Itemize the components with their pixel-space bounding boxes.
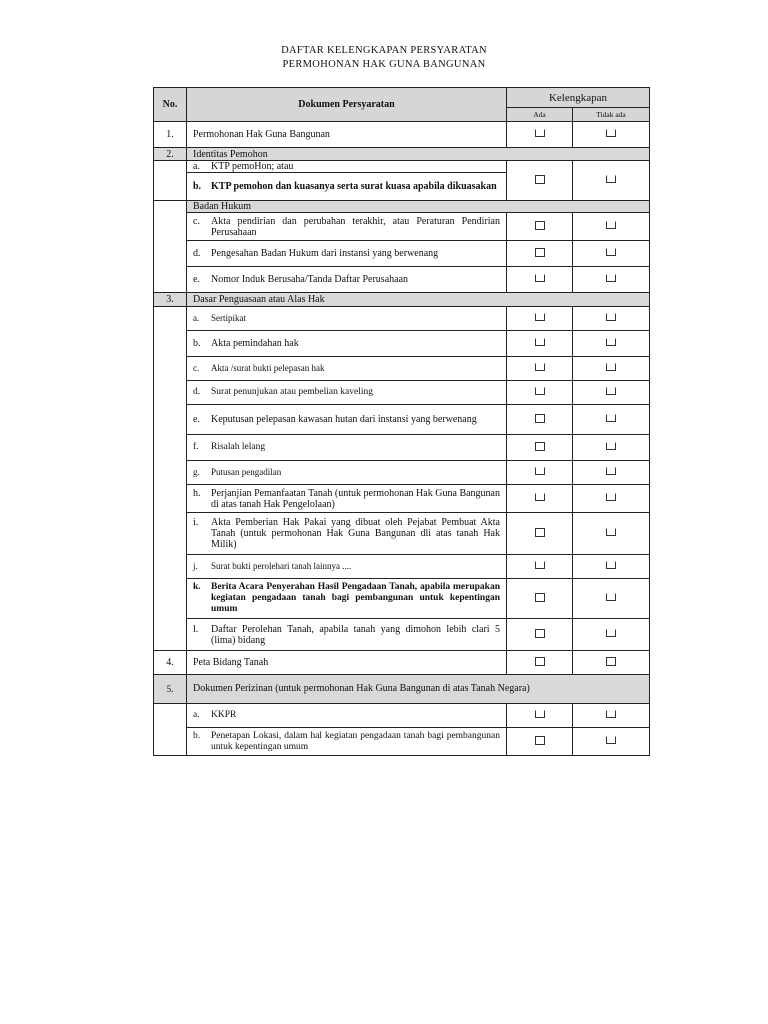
checkbox-tidak-ada[interactable] xyxy=(606,593,616,601)
table-row xyxy=(154,555,650,579)
table-row xyxy=(154,485,650,513)
header-document: Dokumen Persyaratan xyxy=(187,88,507,122)
checkbox-tidak-ada[interactable] xyxy=(606,467,616,475)
table-row xyxy=(154,381,650,405)
checkbox-tidak-ada[interactable] xyxy=(606,528,616,536)
section-subtitle: Badan Hukum xyxy=(187,201,650,213)
checkbox-tidak-ada[interactable] xyxy=(606,313,616,321)
item-letter: l. xyxy=(193,623,199,635)
item-text: Akta pemindahan hak xyxy=(211,338,299,349)
checkbox-ada[interactable] xyxy=(535,629,545,638)
checkbox-tidak-ada[interactable] xyxy=(606,363,616,371)
checkbox-tidak-ada[interactable] xyxy=(606,493,616,501)
table-row xyxy=(154,405,650,435)
table-row xyxy=(154,241,650,267)
checkbox-tidak-ada[interactable] xyxy=(606,710,616,718)
item-letter: b. xyxy=(193,730,201,741)
checkbox-ada[interactable] xyxy=(535,338,545,346)
table-row xyxy=(154,461,650,485)
checkbox-ada[interactable] xyxy=(535,129,545,137)
table-row xyxy=(154,704,650,728)
section-title: Dasar Penguasaan atau Alas Hak xyxy=(187,293,650,307)
item-text: Sertipikat xyxy=(211,313,246,323)
item-text: KKPR xyxy=(211,710,237,720)
item-letter: d. xyxy=(193,387,201,397)
checkbox-ada[interactable] xyxy=(535,313,545,321)
item-letter: a. xyxy=(193,313,200,323)
checkbox-tidak-ada[interactable] xyxy=(606,414,616,422)
checkbox-tidak-ada[interactable] xyxy=(606,561,616,569)
checkbox-ada[interactable] xyxy=(535,561,545,569)
item-letter: b. xyxy=(193,338,201,349)
row-number: 5. xyxy=(154,675,187,704)
item-text: Surat penunjukan atau pembelian kaveling xyxy=(211,387,373,397)
item-text: Penetapan Lokasi, dalam hal kegiatan pengadaan tanah bagi pembangunan untuk kepentingan umum xyxy=(211,730,500,752)
checkbox-ada[interactable] xyxy=(535,710,545,718)
document-title: DAFTAR KELENGKAPAN PERSYARATAN xyxy=(281,45,487,56)
item-text: Akta Pemberian Hak Pakai yang dibuat oleh Pejabat Pembuat Akta Tanah (untuk permohonan Hak Guna Bangunan dli atas tanah Hak Milik) xyxy=(211,517,500,550)
item-text: Daftar Perolehan Tanah, apabila tanah yang dimohon lebih clari 5 (lima) bidang xyxy=(211,623,500,646)
table-row xyxy=(154,307,650,331)
table-row xyxy=(154,728,650,756)
table-row xyxy=(154,357,650,381)
item-text: Putusan pengadilan xyxy=(211,467,282,477)
section-title: Identitas Pemohon xyxy=(187,148,650,161)
row-text: Peta Bidang Tanah xyxy=(187,651,507,675)
header-tidak-ada: Tidak ada xyxy=(573,108,650,122)
item-letter: j. xyxy=(193,561,198,571)
item-text: Perjanjian Pemanfaatan Tanah (untuk permohonan Hak Guna Bangunan di atas tanah Hak Pengelolaan) xyxy=(211,487,500,510)
row-number: 4. xyxy=(154,651,187,675)
table-row xyxy=(154,122,650,148)
table-row xyxy=(154,513,650,555)
item-letter: f. xyxy=(193,442,199,452)
checkbox-ada[interactable] xyxy=(535,363,545,371)
row-text: Permohonan Hak Guna Bangunan xyxy=(187,122,507,148)
checkbox-tidak-ada[interactable] xyxy=(606,129,616,137)
checkbox-ada[interactable] xyxy=(535,528,545,537)
row-number: 3. xyxy=(154,293,187,307)
table-row xyxy=(154,331,650,357)
table-row xyxy=(154,619,650,651)
item-letter: k. xyxy=(193,582,201,592)
item-text: Surat bukti perolehari tanah lainnya .... xyxy=(211,561,352,571)
checkbox-tidak-ada[interactable] xyxy=(606,736,616,744)
header-ada: Ada xyxy=(507,108,573,122)
table-row xyxy=(154,213,650,241)
item-letter: c. xyxy=(193,363,200,373)
item-letter: a. xyxy=(193,710,200,720)
header-no: No. xyxy=(154,88,187,122)
item-text: Pengesahan Badan Hukum dari instansi yang berwenang xyxy=(211,248,439,259)
checkbox-ada[interactable] xyxy=(535,493,545,501)
table-row xyxy=(154,161,650,173)
item-letter: a. xyxy=(193,161,200,172)
checkbox-tidak-ada[interactable] xyxy=(606,387,616,395)
row-number: 2. xyxy=(154,148,187,161)
checkbox-tidak-ada[interactable] xyxy=(606,221,616,229)
table-row xyxy=(154,267,650,293)
item-letter: g. xyxy=(193,467,200,477)
checkbox-ada[interactable] xyxy=(535,175,545,184)
row-number: 1. xyxy=(154,122,187,148)
item-letter: c. xyxy=(193,215,200,227)
checkbox-tidak-ada[interactable] xyxy=(606,248,616,256)
table-row xyxy=(154,651,650,675)
checkbox-tidak-ada[interactable] xyxy=(606,657,616,666)
item-letter: i. xyxy=(193,517,199,528)
checkbox-ada[interactable] xyxy=(535,414,545,423)
item-letter: h. xyxy=(193,487,201,499)
item-text: Risalah lelang xyxy=(211,442,266,452)
item-text: Akta /surat bukti pelepasan hak xyxy=(211,363,325,373)
checkbox-ada[interactable] xyxy=(535,593,545,602)
checkbox-tidak-ada[interactable] xyxy=(606,274,616,282)
section-row xyxy=(154,293,650,307)
checkbox-ada[interactable] xyxy=(535,248,545,257)
checkbox-ada[interactable] xyxy=(535,736,545,745)
section-row xyxy=(154,148,650,161)
item-letter: b. xyxy=(193,181,202,192)
checkbox-ada[interactable] xyxy=(535,387,545,395)
checkbox-ada[interactable] xyxy=(535,442,545,451)
item-text: Berita Acara Penyerahan Hasil Pengadaan Tanah, apabila merupakan kegiatan pengadaan tanah bagi pembangunan untuk kepentingan umum xyxy=(211,582,500,614)
item-text: KTP pemohon dan kuasanya serta surat kuasa apabila dikuasakan xyxy=(211,181,497,192)
requirements-table xyxy=(153,87,650,756)
checkbox-tidak-ada[interactable] xyxy=(606,629,616,637)
item-text: Akta pendirian dan perubahan terakhir, atau Peraturan Pendirian Perusahaan xyxy=(211,215,500,238)
checkbox-tidak-ada[interactable] xyxy=(606,338,616,346)
item-letter: e. xyxy=(193,274,200,285)
item-text: KTP pemoHon; atau xyxy=(211,161,294,172)
item-text: Nomor Induk Berusaha/Tanda Daftar Perusahaan xyxy=(211,274,409,285)
document-subtitle: PERMOHONAN HAK GUNA BANGUNAN xyxy=(282,59,486,70)
table-row xyxy=(154,579,650,619)
checkbox-ada[interactable] xyxy=(535,657,545,666)
section-row xyxy=(154,675,650,704)
item-letter: e. xyxy=(193,414,200,425)
table-row xyxy=(154,435,650,461)
checkbox-ada[interactable] xyxy=(535,467,545,475)
section-title: Dokumen Perizinan (untuk permohonan Hak Guna Bangunan di atas Tanah Negara) xyxy=(187,675,650,704)
checkbox-ada[interactable] xyxy=(535,274,545,282)
item-text: Keputusan pelepasan kawasan hutan dari instansi yang berwenang xyxy=(211,414,477,425)
checkbox-tidak-ada[interactable] xyxy=(606,442,616,450)
checkbox-ada[interactable] xyxy=(535,221,545,230)
item-letter: d. xyxy=(193,248,201,259)
checkbox-tidak-ada[interactable] xyxy=(606,175,616,183)
section-row xyxy=(154,201,650,213)
header-kelengkapan: Kelengkapan xyxy=(507,88,650,108)
